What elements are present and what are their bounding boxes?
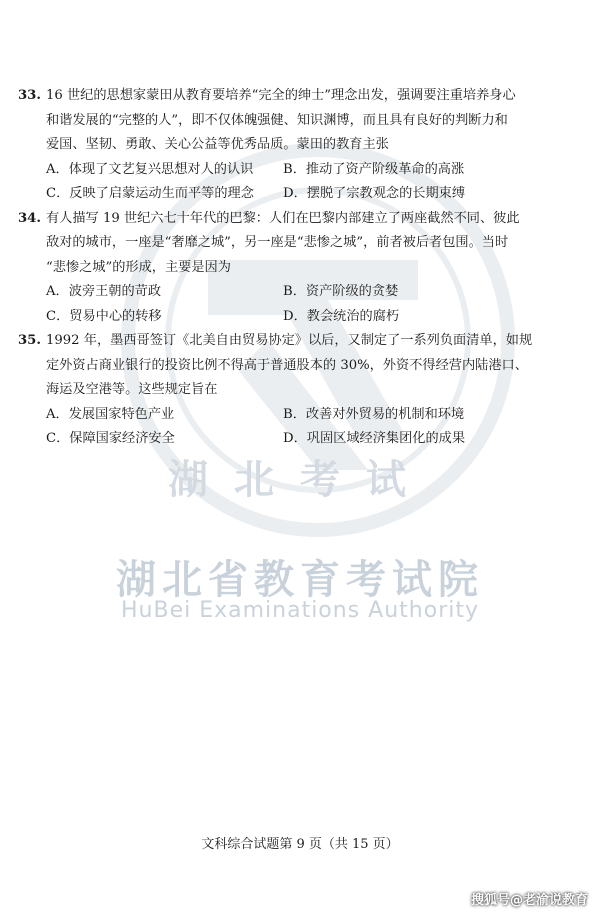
question-stem-line: 海运及空港等。这些规定旨在	[46, 382, 218, 397]
question-34	[18, 207, 556, 330]
option-a[interactable]: A．波旁王朝的苛政	[46, 284, 162, 299]
option-row	[46, 182, 556, 207]
option-row	[46, 403, 556, 428]
option-c[interactable]: C．贸易中心的转移	[46, 308, 162, 324]
question-stem-line: 爱国、坚韧、勇敢、关心公益等优秀品质。蒙田的教育主张	[46, 137, 389, 152]
option-row	[46, 427, 556, 452]
option-c[interactable]: C．反映了启蒙运动生而平等的理念	[46, 186, 254, 201]
option-row	[46, 280, 556, 305]
question-stem-line	[18, 207, 556, 232]
question-number: 34.	[18, 210, 41, 226]
option-row	[46, 305, 556, 330]
option-row	[46, 158, 556, 183]
question-list	[0, 84, 600, 452]
option-d[interactable]: D．教会统治的腐朽	[283, 308, 400, 324]
question-text: 有人描写 19 世纪六七十年代的巴黎：人们在巴黎内部建立了两座截然不同、彼此	[46, 210, 520, 226]
option-b[interactable]: B．资产阶级的贪婪	[283, 284, 399, 299]
question-number: 33.	[18, 88, 41, 103]
watermark-arc-text: 湖北考试	[168, 457, 432, 503]
watermark-subtitle: HuBei Examinations Authority	[120, 598, 479, 623]
question-stem-line	[18, 329, 556, 354]
option-d[interactable]: D．巩固区域经济集团化的成果	[283, 431, 466, 446]
question-stem-line: 敌对的城市，一座是“奢靡之城”，另一座是“悲惨之城”，前者被后者包围。当时	[46, 235, 509, 250]
question-text: 16 世纪的思想家蒙田从教育要培养“完全的绅士”理念出发，强调要注重培养身心	[46, 88, 516, 103]
question-35	[18, 329, 556, 452]
watermark-title: 湖北省教育考试院	[116, 557, 484, 603]
question-33	[18, 84, 556, 207]
option-c[interactable]: C．保障国家经济安全	[46, 431, 175, 446]
option-a[interactable]: A．体现了文艺复兴思想对人的认识	[46, 161, 254, 177]
option-b[interactable]: B．推动了资产阶级革命的高涨	[283, 161, 465, 177]
question-number: 35.	[18, 333, 41, 348]
question-stem-line: 和谐发展的“完整的人”，即不仅体魄强健、知识渊博，而且具有良好的判断力和	[46, 112, 508, 128]
question-stem-line: “悲惨之城”的形成，主要是因为	[46, 259, 231, 275]
question-text: 1992 年，墨西哥签订《北美自由贸易协定》以后，又制定了一系列负面清单，如规	[46, 333, 533, 348]
option-b[interactable]: B．改善对外贸易的机制和环境	[283, 406, 465, 422]
source-watermark: 搜狐号@老渝说教育	[470, 893, 588, 908]
question-stem-line	[18, 84, 556, 109]
question-stem-line: 定外资占商业银行的投资比例不得高于普通股本的 30%，外资不得经营内陆港口、	[46, 357, 528, 373]
option-a[interactable]: A．发展国家特色产业	[46, 406, 175, 422]
option-d[interactable]: D．摆脱了宗教观念的长期束缚	[283, 186, 466, 201]
page-footer: 文科综合试题第 9 页（共 15 页）	[201, 837, 399, 852]
